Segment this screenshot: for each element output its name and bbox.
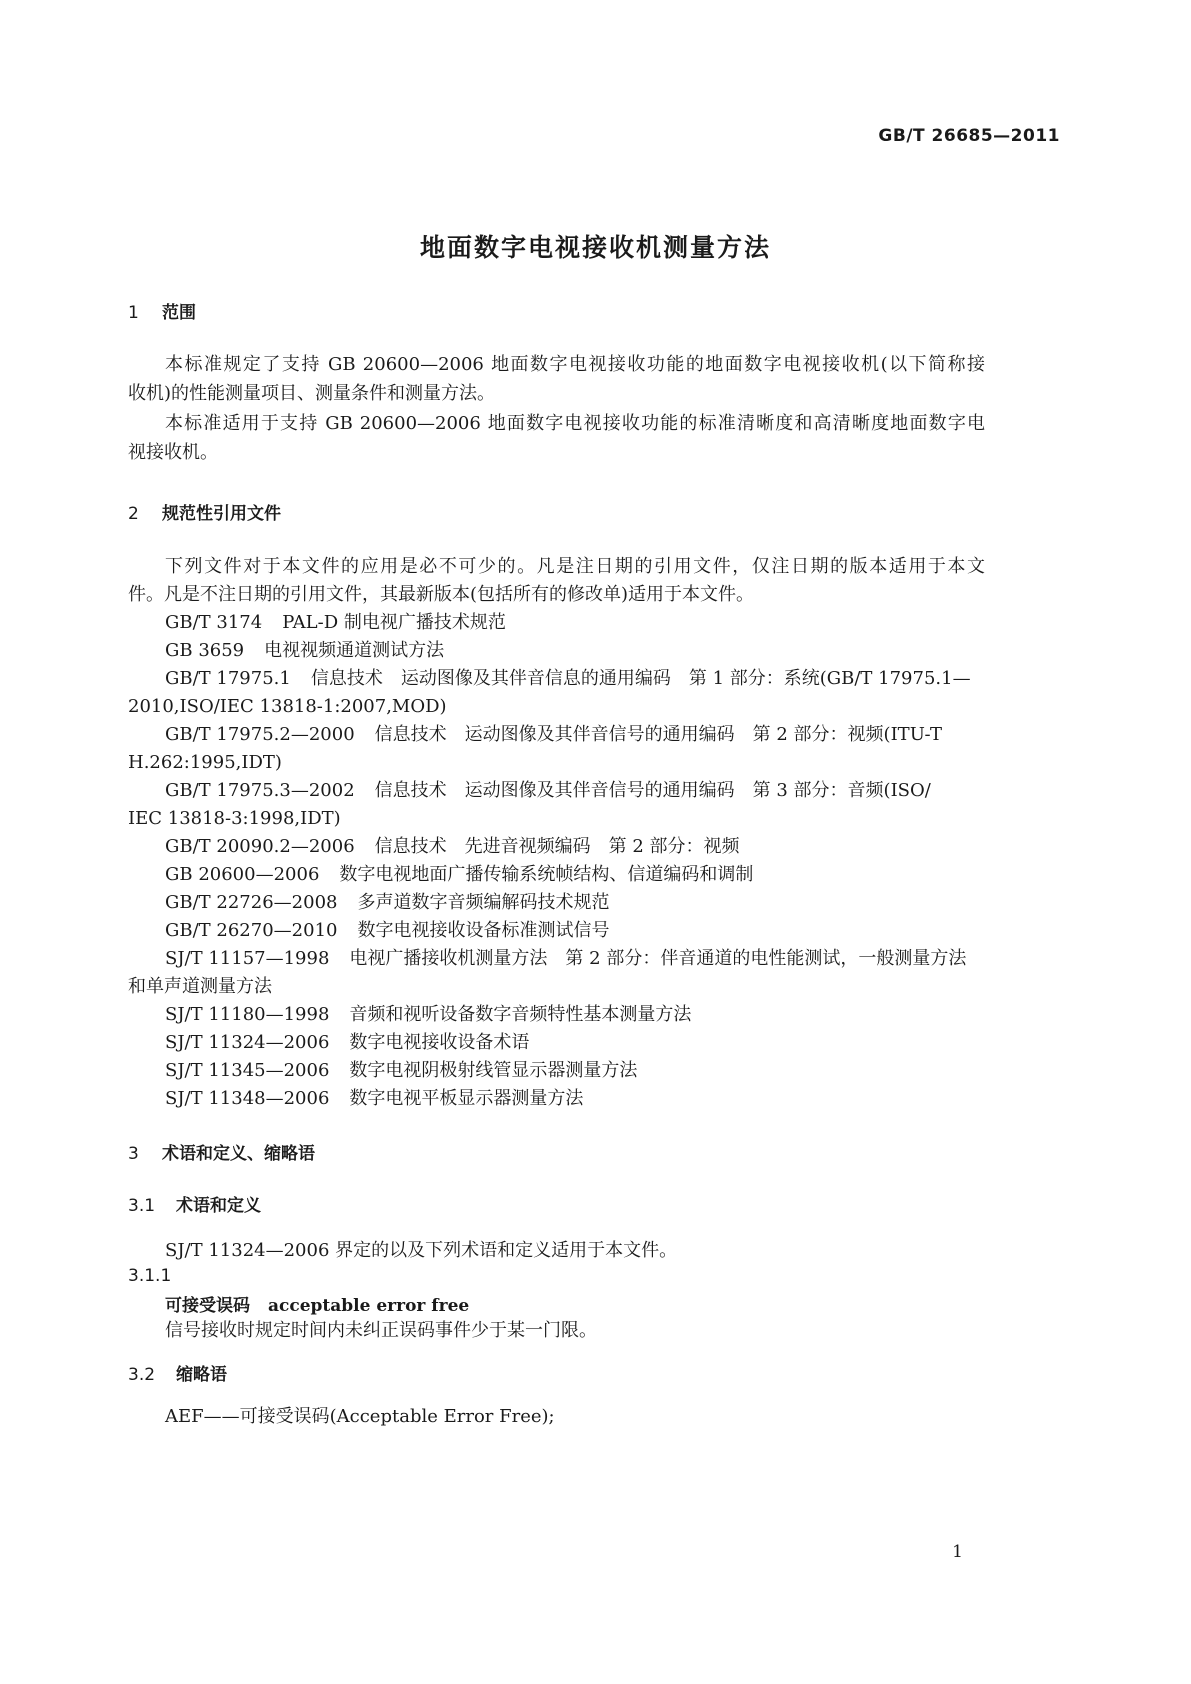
reference-code: GB/T 3174 [165,612,263,633]
section-title: 术语和定义、缩略语 [162,1144,315,1164]
reference-code: SJ/T 11345—2006 [165,1060,330,1081]
reference-item [165,776,931,806]
reference-title: PAL-D 制电视广播技术规范 [282,612,506,633]
section-2-heading [128,499,281,524]
scope-para1-line1: 本标准规定了支持 GB 20600—2006 地面数字电视接收功能的地面数字电视接收机(以下简称接 [165,354,985,375]
reference-code: SJ/T 11157—1998 [165,948,330,969]
reference-item [165,860,753,890]
section-title: 范围 [162,303,196,323]
reference-title: 数字电视接收设备标准测试信号 [357,920,610,941]
section-3-1-heading [128,1191,261,1216]
reference-continuation: 和单声道测量方法 [128,976,272,997]
reference-title: 多声道数字音频编解码技术规范 [357,892,610,913]
reference-item [165,832,740,862]
reference-title: 信息技术 先进音视频编码 第 2 部分：视频 [374,836,740,857]
reference-code: GB/T 26270—2010 [165,920,338,941]
reference-code: GB/T 17975.1 [165,668,291,689]
reference-code: GB/T 22726—2008 [165,892,338,913]
reference-title: 数字电视地面广播传输系统帧结构、信道编码和调制 [339,864,754,885]
abbreviation-entry: AEF——可接受误码(Acceptable Error Free); [165,1406,555,1427]
section-title: 术语和定义 [176,1196,261,1216]
reference-title: 电视视频通道测试方法 [264,640,445,661]
section-number: 2 [128,504,139,524]
section-number: 1 [128,303,139,323]
document-title: 地面数字电视接收机测量方法 [419,233,771,262]
section-3-heading [128,1139,315,1164]
section-1-heading [128,298,196,323]
section-title: 缩略语 [176,1365,227,1385]
reference-continuation: 2010,ISO/IEC 13818-1:2007,MOD) [128,696,447,717]
scope-para1-line2: 收机)的性能测量项目、测量条件和测量方法。 [128,383,496,404]
reference-item [165,916,609,946]
reference-code: GB 20600—2006 [165,864,320,885]
reference-title: 音频和视听设备数字音频特性基本测量方法 [349,1004,692,1025]
reference-code: GB/T 17975.3—2002 [165,780,355,801]
reference-title: 信息技术 运动图像及其伴音信号的通用编码 第 2 部分：视频(ITU-T [374,724,942,745]
reference-continuation: IEC 13818-3:1998,IDT) [128,808,341,829]
reference-code: GB/T 20090.2—2006 [165,836,355,857]
reference-item [165,664,971,694]
reference-code: SJ/T 11180—1998 [165,1004,330,1025]
scope-para2-line1: 本标准适用于支持 GB 20600—2006 地面数字电视接收功能的标准清晰度和高清晰度地面数字电 [165,413,985,434]
term-number: 3.1.1 [128,1266,172,1286]
section-number: 3.2 [128,1365,156,1385]
scope-para2-line2: 视接收机。 [128,442,218,463]
reference-item [165,608,506,638]
reference-title: 电视广播接收机测量方法 第 2 部分：伴音通道的电性能测试，一般测量方法 [349,948,967,969]
reference-item [165,944,966,974]
section-title: 规范性引用文件 [162,504,281,524]
page-number: 1 [952,1542,963,1562]
reference-title: 数字电视阴极射线管显示器测量方法 [349,1060,638,1081]
standard-code: GB/T 26685—2011 [878,126,1060,146]
section-3-2-heading [128,1360,227,1385]
reference-item [165,1084,583,1114]
term-entry [165,1291,469,1316]
reference-item [165,1000,691,1030]
section-number: 3.1 [128,1196,156,1216]
reference-title: 信息技术 运动图像及其伴音信息的通用编码 第 1 部分：系统(GB/T 17975.1— [310,668,971,689]
refs-intro-line1: 下列文件对于本文件的应用是必不可少的。凡是注日期的引用文件，仅注日期的版本适用于本文 [165,556,985,577]
term-chinese: 可接受误码 [165,1296,250,1316]
reference-title: 信息技术 运动图像及其伴音信号的通用编码 第 3 部分：音频(ISO/ [374,780,931,801]
reference-code: SJ/T 11348—2006 [165,1088,330,1109]
reference-item [165,1056,637,1086]
reference-continuation: H.262:1995,IDT) [128,752,282,773]
terms-intro: SJ/T 11324—2006 界定的以及下列术语和定义适用于本文件。 [165,1240,678,1261]
reference-code: SJ/T 11324—2006 [165,1032,330,1053]
reference-code: GB 3659 [165,640,245,661]
term-english: acceptable error free [268,1296,470,1316]
reference-title: 数字电视接收设备术语 [349,1032,530,1053]
reference-title: 数字电视平板显示器测量方法 [349,1088,584,1109]
refs-intro-line2: 件。凡是不注日期的引用文件，其最新版本(包括所有的修改单)适用于本文件。 [128,584,755,605]
reference-item [165,636,444,666]
reference-item [165,720,942,750]
reference-item [165,1028,529,1058]
reference-code: GB/T 17975.2—2000 [165,724,355,745]
section-number: 3 [128,1144,139,1164]
reference-item [165,888,609,918]
term-definition: 信号接收时规定时间内未纠正误码事件少于某一门限。 [165,1320,597,1341]
